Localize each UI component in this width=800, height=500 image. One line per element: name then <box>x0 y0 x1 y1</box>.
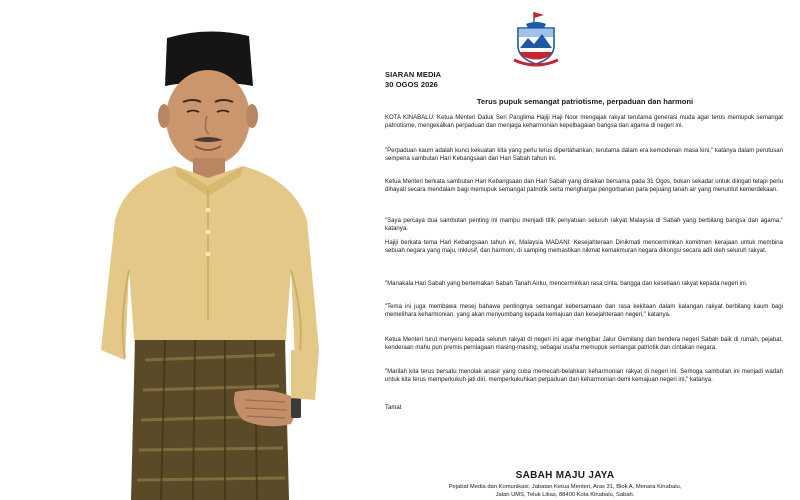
paragraph: "Saya percaya dua sambutan penting ini mampu menjadi titik penyatuan seluruh rakyat Malaysia di Sabah yang berbilang bangsa dan agama," katanya. <box>385 218 783 233</box>
paragraph: Ketua Menteri berkata sambutan Hari Kebangsaan dan Hari Sabah yang diraikan bersama pada 31 Ogos, bukan sekadar untuk diingati tetapi perlu dihayati secara mendalam bagi memupuk semangat patriotik serta menghargai pengorbanan para pejuang tanah air yang menuntut kemerdekaan. <box>385 179 783 194</box>
baju-melayu <box>101 166 319 360</box>
closing-mark: Tamat <box>385 405 402 411</box>
paragraph: "Tema ini juga membawa mesej bahawa pentingnya semangat kebersamaan dan rasa kekitaan dalam kalangan rakyat berbilang kaum bagi memelihara keharmonian, yang akan menyumbang kepada kemajuan dan kesejahteraan negeri," katanya. <box>385 304 783 319</box>
press-release <box>385 0 785 500</box>
paragraph: "Perpaduan kaum adalah kunci kekuatan kita yang perlu terus dipertahankan, terutama dalam era kemodenan masa kini," katanya dalam perutusan sempena sambutan Hari Kebangsaan dan Hari Sabah tahun ini. <box>385 148 783 163</box>
sabah-state-crest-icon <box>510 8 562 70</box>
address-line: Pejabat Media dan Komunikasi, Jabatan Ketua Menteri, Aras 31, Blok A, Menara Kinabalu, <box>448 484 682 490</box>
official-portrait <box>95 20 335 500</box>
release-date: 30 OGOS 2026 <box>385 80 438 89</box>
paragraph: Hajiji berkata tema Hari Kebangsaan tahun ini, Malaysia MADANI: Kesejahteraan Dinikmati mencerminkan komitmen kerajaan untuk membina sebuah negara yang maju, inklusif, dan harmoni, di samping memastikan nikmat kemakmuran negara dikongsi secara adil oleh seluruh rakyat. <box>385 240 783 255</box>
headline: Terus pupuk semangat patriotisme, perpaduan dan harmoni <box>476 97 694 106</box>
release-type-label: SIARAN MEDIA <box>385 70 442 79</box>
address-line: Jalan UMS, Teluk Likas, 88400 Kota Kinabalu, Sabah. <box>495 492 635 498</box>
paragraph: Ketua Menteri turut menyeru kepada seluruh rakyat di negeri ini agar mengibar Jalur Gemilang dan bendera negeri Sabah baik di rumah, pejabat, kenderaan mahu pun premis perniagaan masing-masing, sebagai usaha memupuk semangat patriotik dan cintakan negara. <box>385 337 783 352</box>
paragraph: "Manakala Hari Sabah yang bertemakan Sabah Tanah Airku, mencerminkan rasa cinta, bangga dan kesetiaan rakyat kepada negeri ini. <box>385 281 748 287</box>
motto: SABAH MAJU JAYA <box>515 470 615 481</box>
paragraph: KOTA KINABALU: Ketua Menteri Datuk Seri Panglima Hajiji Haji Noor mengajak rakyat terutama generasi muda agar terus memupuk semangat patriotisme, mengekalkan perpaduan dan menjaga keharmonian kepelbagaian bangsa dan agama di negeri ini. <box>385 115 783 130</box>
paragraph: "Marilah kita terus bersatu menolak anasir yang cuba memecah-belahkan keharmonian rakyat di negeri ini. Semoga sambutan ini menjadi wadah untuk kita terus memperkukuh jati diri, memperkukuhkan perpaduan dan keharmonian demi kemajuan negeri ini," katanya. <box>385 369 783 384</box>
face <box>166 70 250 166</box>
